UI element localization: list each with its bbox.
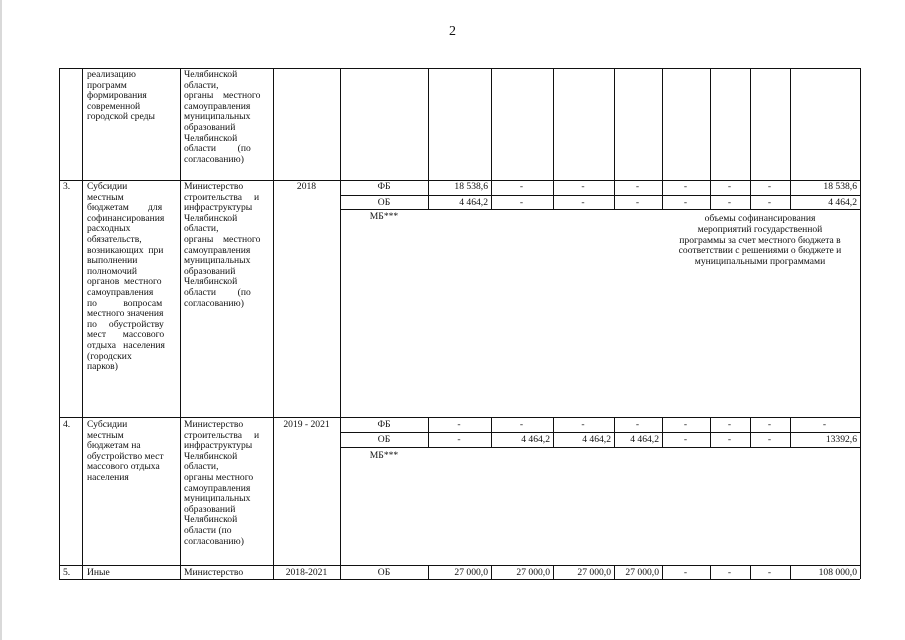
row-3-years: 2018 (296, 181, 317, 192)
grid-line-v (662, 68, 663, 180)
row-4-number: 4. (63, 419, 71, 430)
grid-line-v (491, 68, 492, 180)
value-cell: - (581, 197, 585, 208)
value-cell: 4 464,2 (582, 434, 611, 445)
value-cell: 27 000,0 (454, 567, 488, 578)
value-cell: - (635, 197, 640, 208)
value-cell: 18 538,6 (823, 181, 857, 192)
grid-line-v (750, 565, 751, 579)
grid-line-v (614, 565, 615, 579)
value-cell: 4 464,2 (828, 197, 857, 208)
row-5-name-cell: Иные (87, 567, 110, 578)
value-cell: - (683, 197, 688, 208)
value-cell: - (519, 419, 524, 430)
grid-line-v (662, 417, 663, 447)
value-cell: - (727, 197, 732, 208)
grid-line-v (59, 68, 60, 579)
value-cell: - (727, 419, 732, 430)
row-4-source-fb: ФБ (377, 419, 391, 430)
value-cell: 4 464,2 (630, 434, 659, 445)
row-3-mb-note: объемы софинансирования мероприятий государственной программы за счет местного бюджета в соответствии с решениями о бюджете и муниципальными программами (678, 213, 842, 268)
grid-line-v (710, 180, 711, 209)
value-cell: - (635, 419, 640, 430)
continuation-name-cell: реализацию программ формирования современной городской среды (87, 69, 155, 123)
grid-line-v (614, 68, 615, 180)
value-cell: - (767, 197, 772, 208)
grid-line-v (710, 68, 711, 180)
continuation-executor-cell: Челябинской области, органы местного самоуправления муниципальных образований Челябинской области (по согласованию) (184, 69, 261, 165)
value-cell: 108 000,0 (818, 567, 857, 578)
value-cell: 27 000,0 (625, 567, 659, 578)
row-5-number: 5. (63, 567, 71, 578)
row-3-number: 3. (63, 181, 71, 192)
row-3-source-fb: ФБ (377, 181, 391, 192)
row-3-name-cell: Субсидии местным бюджетам для софинансирования расходных обязательств, возникающих при выполнении полномочий органов местного самоуправления по вопросам местного значения по обустройству мест массового отдыха населения (городских парков) (87, 181, 165, 373)
value-cell: - (727, 567, 732, 578)
grid-line-v (750, 180, 751, 209)
grid-line-v (662, 565, 663, 579)
grid-line-v (491, 565, 492, 579)
value-cell: 4 464,2 (521, 434, 550, 445)
grid-line-v (553, 180, 554, 209)
grid-line-v (273, 68, 274, 579)
grid-line-h (340, 209, 860, 210)
value-cell: - (767, 181, 772, 192)
grid-line-h (59, 579, 860, 580)
value-cell: 13392,6 (825, 434, 857, 445)
grid-line-v (428, 68, 429, 180)
row-4-source-ob: ОБ (377, 434, 391, 445)
value-cell: - (457, 419, 461, 430)
value-cell: - (683, 567, 688, 578)
grid-line-v (790, 565, 791, 579)
grid-line-v (553, 565, 554, 579)
value-cell: - (683, 181, 688, 192)
grid-line-v (82, 68, 83, 579)
grid-line-v (614, 180, 615, 209)
grid-line-v (860, 68, 861, 579)
grid-line-v (491, 180, 492, 209)
page-number: 2 (449, 24, 456, 39)
row-3-source-ob: ОБ (377, 197, 391, 208)
grid-line-v (750, 417, 751, 447)
grid-line-v (710, 565, 711, 579)
grid-line-v (340, 68, 341, 579)
value-cell: 27 000,0 (577, 567, 611, 578)
grid-line-v (491, 417, 492, 447)
grid-line-v (750, 68, 751, 180)
value-cell: - (457, 434, 461, 445)
value-cell: - (767, 434, 772, 445)
grid-line-v (614, 417, 615, 447)
value-cell: - (727, 181, 732, 192)
value-cell: - (727, 434, 732, 445)
row-3-executor-cell: Министерство строительства и инфраструктуры Челябинской области, органы местного самоуправления муниципальных образований Челябинской области (по согласованию) (184, 181, 261, 309)
value-cell: - (635, 181, 640, 192)
grid-line-v (428, 565, 429, 579)
grid-line-h (340, 195, 860, 196)
grid-line-v (553, 417, 554, 447)
value-cell: 4 464,2 (459, 197, 488, 208)
row-4-name-cell: Субсидии местным бюджетам на обустройство мест массового отдыха населения (87, 419, 164, 483)
grid-line-v (428, 417, 429, 447)
value-cell: - (683, 434, 688, 445)
row-4-source-mb: МБ*** (369, 450, 399, 461)
row-4-executor-cell: Министерство строительства и инфраструктуры Челябинской области, органы местного самоуправления муниципальных образований Челябинской области (по согласованию) (184, 419, 260, 547)
value-cell: - (683, 419, 688, 430)
value-cell: 18 538,6 (454, 181, 488, 192)
grid-line-v (662, 180, 663, 209)
grid-line-v (553, 68, 554, 180)
value-cell: - (767, 419, 772, 430)
grid-line-v (790, 417, 791, 447)
grid-line-h (340, 432, 860, 433)
row-4-years: 2019 - 2021 (283, 419, 330, 430)
value-cell: - (822, 419, 827, 430)
value-cell: - (519, 197, 524, 208)
grid-line-v (790, 68, 791, 180)
value-cell: 27 000,0 (516, 567, 550, 578)
value-cell: - (581, 419, 585, 430)
row-3-source-mb: МБ*** (369, 211, 399, 222)
row-5-years: 2018-2021 (285, 567, 328, 578)
row-5-executor-cell: Министерство (184, 567, 244, 578)
row-5-source-ob: ОБ (377, 567, 391, 578)
value-cell: - (581, 181, 585, 192)
grid-line-h (340, 447, 860, 448)
grid-line-v (710, 417, 711, 447)
grid-line-v (180, 68, 181, 579)
value-cell: - (519, 181, 524, 192)
grid-line-v (790, 180, 791, 209)
grid-line-v (428, 180, 429, 209)
value-cell: - (767, 567, 772, 578)
